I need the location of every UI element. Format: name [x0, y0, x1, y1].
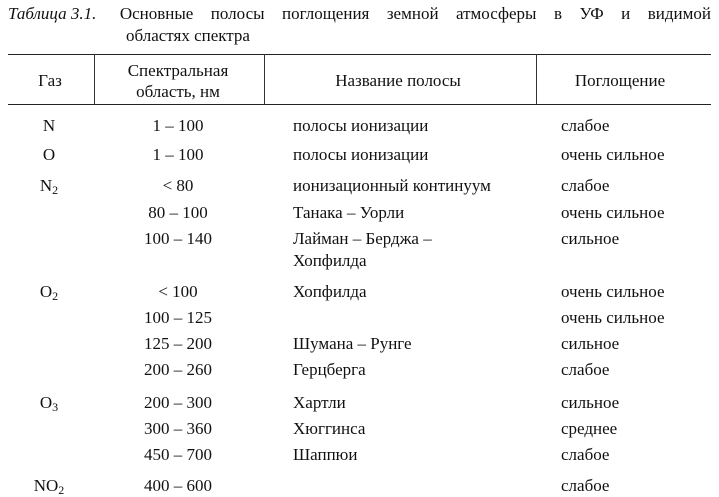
absorption-cell: слабое	[561, 360, 610, 379]
caption-word: Основные	[119, 4, 194, 23]
band-cell: Хартли	[293, 393, 346, 412]
gas-subscript: 2	[52, 289, 59, 303]
band-cell: ионизационный континуум	[293, 176, 491, 195]
band-cell-line-2: Хопфилда	[293, 251, 367, 270]
caption-label: Таблица 3.1.	[8, 4, 97, 23]
absorption-cell: слабое	[561, 176, 610, 195]
band-cell: Танака – Уорли	[293, 203, 405, 222]
header-region-line-1: Спектральная	[127, 61, 229, 80]
gas-formula: NO	[33, 476, 59, 495]
gas-cell	[43, 115, 55, 137]
region-cell: 200 – 260	[144, 360, 212, 379]
band-cell: полосы ионизации	[293, 116, 429, 135]
gas-cell	[40, 175, 58, 197]
gas-subscript: 2	[58, 483, 65, 497]
band-cell: Шумана – Рунге	[293, 334, 412, 353]
region-cell: 300 – 360	[144, 419, 212, 438]
absorption-cell: слабое	[561, 116, 610, 135]
region-cell: 125 – 200	[144, 334, 212, 353]
gas-formula: O	[39, 282, 53, 301]
gas-formula: N	[39, 176, 53, 195]
gas-cell	[40, 281, 58, 303]
header-bottom-rule	[8, 104, 711, 105]
absorption-cell: слабое	[561, 476, 610, 495]
header-divider	[536, 54, 537, 104]
gas-subscript: 2	[52, 183, 59, 197]
caption-word: атмосферы	[456, 4, 537, 23]
caption-word: УФ	[579, 4, 604, 23]
gas-formula: O	[39, 393, 53, 412]
band-cell: Хюггинса	[293, 419, 366, 438]
region-cell: 200 – 300	[144, 393, 212, 412]
absorption-cell: очень сильное	[561, 145, 665, 164]
band-cell: Хопфилда	[293, 282, 367, 301]
header-absorption: Поглощение	[574, 71, 666, 90]
caption-line-1	[8, 3, 711, 25]
absorption-cell: сильное	[561, 393, 620, 412]
region-cell: < 80	[162, 176, 194, 195]
region-cell: 100 – 125	[144, 308, 212, 327]
table-caption	[8, 3, 711, 47]
absorption-cell: очень сильное	[561, 282, 665, 301]
absorption-cell: сильное	[561, 229, 620, 248]
caption-word: поглощения	[282, 4, 370, 23]
header-gas: Газ	[38, 71, 62, 90]
caption-line-2: областях спектра	[126, 26, 250, 45]
gas-cell	[40, 392, 58, 414]
region-cell: 450 – 700	[144, 445, 212, 464]
caption-word: в	[553, 4, 562, 23]
header-band: Название полосы	[335, 71, 461, 90]
caption-word: и	[621, 4, 631, 23]
gas-subscript: 3	[52, 400, 59, 414]
absorption-cell: среднее	[561, 419, 618, 438]
table-top-rule	[8, 54, 711, 55]
absorption-cell: очень сильное	[561, 203, 665, 222]
gas-cell	[43, 144, 55, 166]
region-cell: 80 – 100	[148, 203, 208, 222]
region-cell: 400 – 600	[144, 476, 212, 495]
gas-cell	[34, 475, 65, 497]
header-divider	[264, 54, 265, 104]
band-cell: полосы ионизации	[293, 145, 429, 164]
band-cell: Герцберга	[293, 360, 366, 379]
band-cell: Лайман – Берджа –	[293, 229, 432, 248]
gas-formula: N	[42, 116, 56, 135]
absorption-cell: очень сильное	[561, 308, 665, 327]
absorption-cell: сильное	[561, 334, 620, 353]
region-cell: < 100	[158, 282, 198, 301]
caption-word: видимой	[647, 4, 711, 23]
region-cell: 1 – 100	[152, 116, 204, 135]
caption-word: земной	[386, 4, 439, 23]
band-cell: Шаппюи	[293, 445, 358, 464]
absorption-cell: слабое	[561, 445, 610, 464]
header-region-line-2: область, нм	[136, 82, 220, 101]
gas-formula: O	[42, 145, 56, 164]
region-cell: 100 – 140	[144, 229, 212, 248]
caption-word: полосы	[210, 4, 265, 23]
region-cell: 1 – 100	[152, 145, 204, 164]
header-divider	[94, 54, 95, 104]
